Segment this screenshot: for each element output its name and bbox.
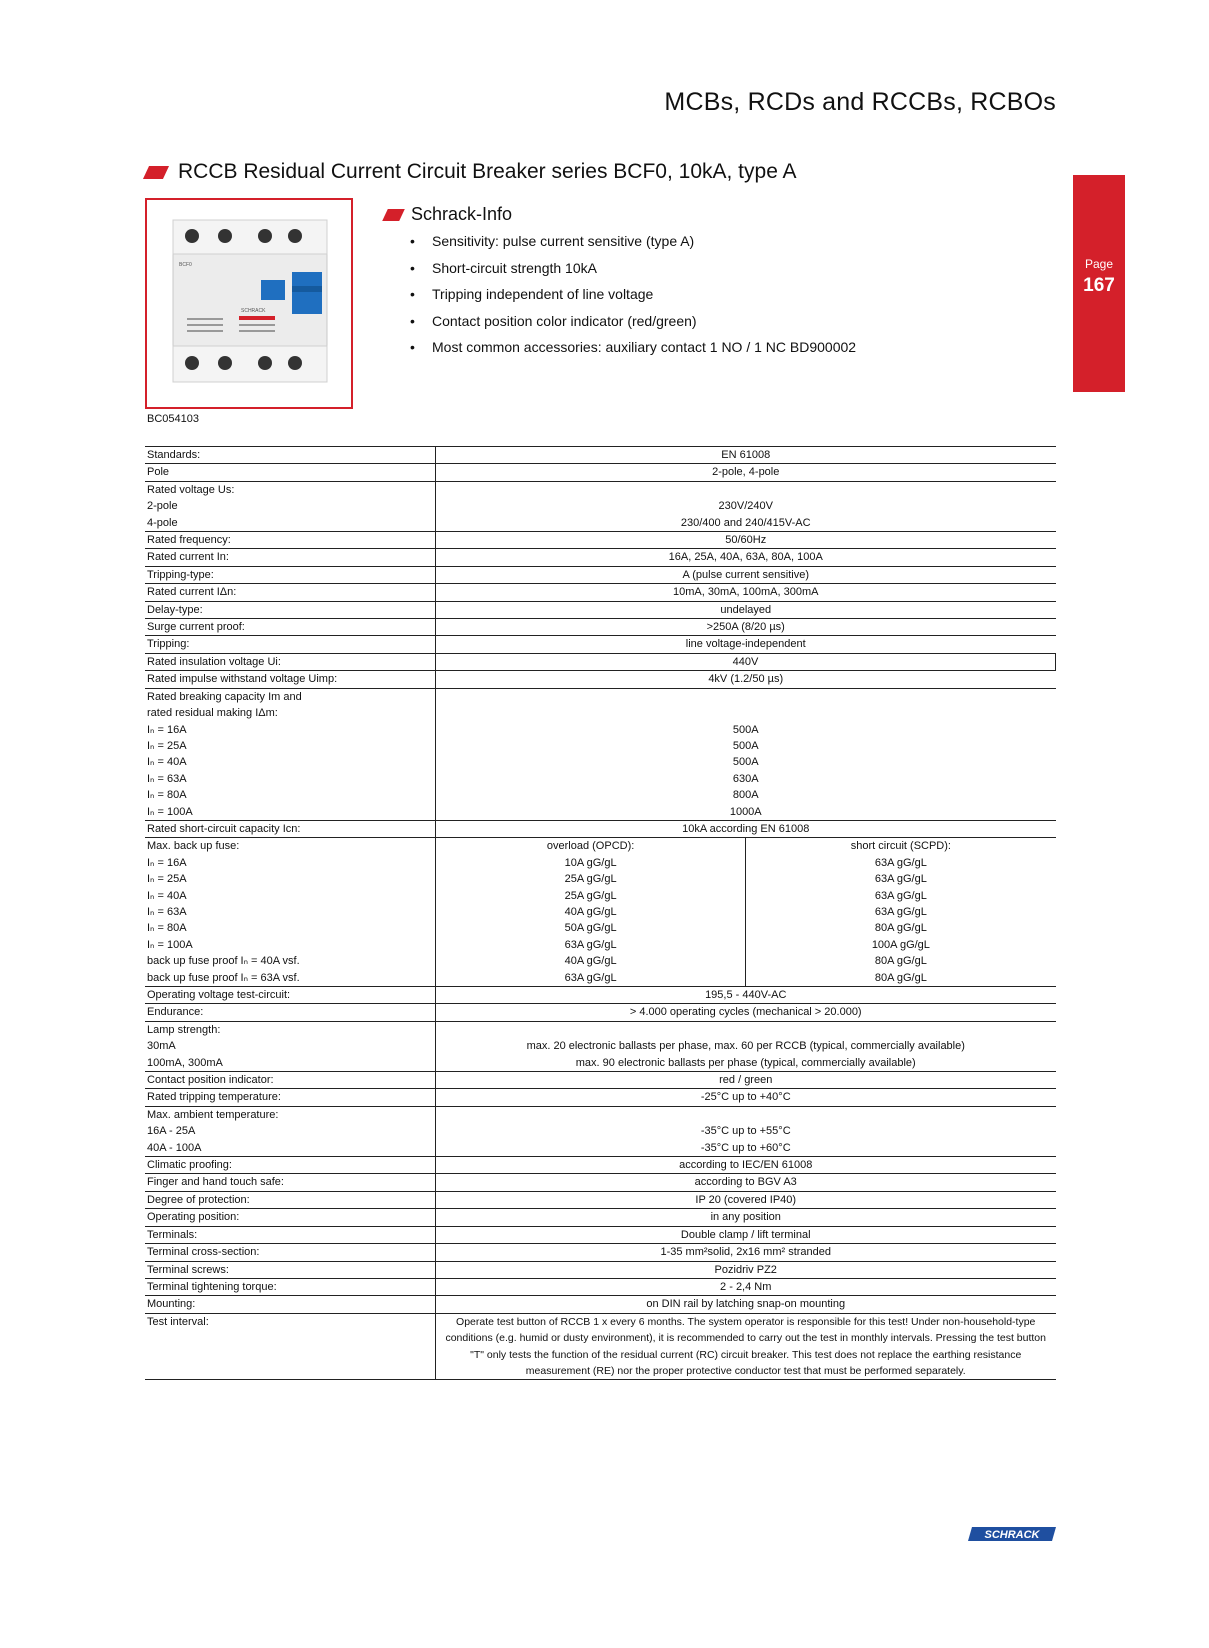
table-row — [145, 1106, 1056, 1156]
spec-label — [145, 549, 435, 566]
list-item: • Sensitivity: pulse current sensitive (type A) — [410, 232, 856, 259]
cell-line: according to IEC/EN 61008 — [679, 1159, 813, 1172]
cell-line: 100A gG/gL — [871, 938, 930, 951]
spec-value — [435, 653, 1055, 670]
spec-label: Test interval: — [145, 1313, 435, 1380]
cell-line: Climatic proofing: — [147, 1159, 232, 1172]
spec-value — [435, 532, 1055, 549]
cell-line: 10A gG/gL — [564, 856, 617, 869]
spec-label — [145, 566, 435, 583]
spec-label — [145, 1021, 435, 1071]
table-row — [145, 601, 1056, 618]
cell-line: Iₙ = 80A — [147, 789, 187, 802]
table-row — [145, 1072, 1056, 1089]
spec-value — [435, 671, 1055, 688]
table-row — [145, 820, 1056, 837]
cell-line: Delay-type: — [147, 603, 203, 616]
cell-line: 100mA, 300mA — [147, 1056, 223, 1069]
table-row — [145, 636, 1056, 653]
table-row — [145, 1191, 1056, 1208]
cell-line: 1000A — [729, 805, 762, 818]
spec-label — [145, 1191, 435, 1208]
spec-value — [435, 1106, 1055, 1156]
cell-line: Terminal cross-section: — [147, 1246, 260, 1259]
cell-line: 80A gG/gL — [874, 955, 927, 968]
list-item: • Most common accessories: auxiliary contact 1 NO / 1 NC BD900002 — [410, 338, 856, 365]
spec-label — [145, 671, 435, 688]
spec-value — [435, 1157, 1055, 1174]
cell-line: 80A gG/gL — [874, 922, 927, 935]
cell-line: Iₙ = 63A — [147, 772, 187, 785]
backup-scpd — [746, 838, 1056, 987]
cell-line: Standards: — [147, 449, 201, 461]
cell-line: 10mA, 30mA, 100mA, 300mA — [672, 586, 819, 599]
table-row — [145, 1261, 1056, 1278]
spec-label — [145, 1089, 435, 1106]
table-row — [145, 838, 1056, 987]
page-tab — [1073, 175, 1125, 392]
spec-value — [435, 1072, 1055, 1089]
table-row — [145, 566, 1056, 583]
table-row — [145, 1021, 1056, 1071]
cell-line: short circuit (SCPD): — [850, 840, 951, 853]
spec-value — [435, 1209, 1055, 1226]
cell-line: undelayed — [720, 603, 772, 616]
cell-line: 16A - 25A — [147, 1125, 196, 1138]
spec-label — [145, 1226, 435, 1243]
list-item: • Short-circuit strength 10kA — [410, 259, 856, 286]
table-row — [145, 549, 1056, 566]
device-model-label: BCF0 — [179, 262, 192, 268]
cell-line: 440V — [732, 655, 759, 668]
cell-line: 80A gG/gL — [874, 971, 927, 984]
cell-line: 50/60Hz — [725, 534, 767, 547]
cell-line: EN 61008 — [721, 449, 771, 461]
table-row — [145, 1244, 1056, 1261]
cell-line: Iₙ = 40A — [147, 889, 187, 902]
cell-line: Surge current proof: — [147, 621, 245, 634]
cell-line: >250A (8/20 µs) — [706, 621, 785, 634]
table-row — [145, 688, 1056, 820]
cell-line: Degree of protection: — [147, 1193, 250, 1206]
table-row — [145, 1296, 1056, 1313]
table-row — [145, 1313, 1056, 1380]
spec-label — [145, 601, 435, 618]
spec-value — [435, 1174, 1055, 1191]
cell-line: 500A — [732, 739, 759, 752]
spec-label — [145, 584, 435, 601]
cell-line: Mounting: — [147, 1298, 196, 1311]
cell-line: on DIN rail by latching snap-on mounting — [646, 1298, 846, 1311]
spec-label — [145, 820, 435, 837]
table-row — [145, 987, 1056, 1004]
spec-label — [145, 653, 435, 670]
cell-line: 63A gG/gL — [874, 873, 927, 886]
cell-line: 500A — [732, 756, 759, 769]
spec-label — [145, 447, 435, 464]
spec-value — [435, 464, 1055, 481]
cell-line: 4kV (1.2/50 µs) — [708, 673, 784, 686]
cell-line: 50A gG/gL — [564, 922, 617, 935]
cell-line: Rated current IΔn: — [147, 586, 237, 599]
cell-line: 1-35 mm²solid, 2x16 mm² stranded — [660, 1246, 832, 1259]
spec-label — [145, 481, 435, 531]
cell-line: 2-pole — [147, 500, 178, 513]
spec-label — [145, 987, 435, 1004]
cell-line: 500A — [732, 723, 759, 736]
table-row — [145, 1209, 1056, 1226]
cell-line: Rated tripping temperature: — [147, 1091, 281, 1104]
cell-line: Iₙ = 16A — [147, 856, 187, 869]
cell-line: Iₙ = 25A — [147, 873, 187, 886]
cell-line: 63A gG/gL — [874, 856, 927, 869]
page-number: 167 — [1083, 275, 1115, 296]
cell-line: -35°C up to +60°C — [700, 1141, 791, 1154]
spec-label — [145, 1072, 435, 1089]
cell-line — [438, 705, 1054, 721]
spec-value — [435, 1244, 1055, 1261]
cell-line: 40A - 100A — [147, 1141, 202, 1154]
cell-line: Terminals: — [147, 1228, 198, 1241]
cell-line: according to BGV A3 — [694, 1176, 797, 1189]
spec-label — [145, 1004, 435, 1021]
spec-label — [145, 1278, 435, 1295]
product-image-frame — [145, 198, 353, 409]
cell-line — [438, 1107, 1054, 1123]
spec-value — [435, 1261, 1055, 1278]
spec-label — [145, 532, 435, 549]
cell-line: max. 90 electronic ballasts per phase (typical, commercially available) — [575, 1056, 916, 1069]
cell-line — [438, 689, 1054, 705]
spec-label — [145, 1209, 435, 1226]
table-row — [145, 1226, 1056, 1243]
test-interval-text: Operate test button of RCCB 1 x every 6 months. The system operator is responsible for this test! Under non-household-type conditions (e.g. humid or dusty environment), it is recommended to carry out the test in monthly intervals. Pressing the test button "T" only tests the function of the residual current (RC) circuit breaker. This test does not replace the earthing resistance measurement (RE) nor the proper protective conductor test that must be performed separately. — [435, 1313, 1055, 1380]
cell-line: IP 20 (covered IP40) — [695, 1193, 797, 1206]
cell-line: back up fuse proof Iₙ = 63A vsf. — [147, 971, 300, 984]
spec-value — [435, 447, 1055, 464]
cell-line: line voltage-independent — [685, 638, 806, 651]
cell-line: 25A gG/gL — [564, 873, 617, 886]
spec-value — [435, 636, 1055, 653]
cell-line: -35°C up to +55°C — [700, 1125, 791, 1138]
spec-value — [435, 1278, 1055, 1295]
cell-line: 63A gG/gL — [564, 938, 617, 951]
cell-line: Iₙ = 25A — [147, 739, 187, 752]
cell-line: 40A gG/gL — [564, 905, 617, 918]
cell-line: 195,5 - 440V-AC — [705, 989, 787, 1001]
cell-line: Finger and hand touch safe: — [147, 1176, 284, 1189]
cell-line: max. 20 electronic ballasts per phase, max. 60 per RCCB (typical, commercially available) — [526, 1040, 965, 1053]
table-row — [145, 1004, 1056, 1021]
spec-value — [435, 549, 1055, 566]
cell-line: Iₙ = 100A — [147, 938, 193, 951]
header-title: MCBs, RCDs and RCCBs, RCBOs — [664, 88, 1056, 116]
table-row — [145, 532, 1056, 549]
cell-line: Operating voltage test-circuit: — [147, 989, 291, 1001]
table-row — [145, 671, 1056, 688]
cell-line: Rated impulse withstand voltage Uimp: — [147, 673, 338, 686]
cell-line: Rated breaking capacity Im and — [147, 690, 302, 703]
table-row — [145, 653, 1056, 670]
info-title — [385, 204, 512, 225]
cell-line: Terminal screws: — [147, 1263, 229, 1276]
cell-line: Iₙ = 80A — [147, 922, 187, 935]
cell-line: 40A gG/gL — [564, 955, 617, 968]
spec-value — [435, 1226, 1055, 1243]
cell-line — [438, 1022, 1054, 1038]
spec-value — [435, 820, 1055, 837]
cell-line: Tripping-type: — [147, 568, 214, 581]
schrack-logo — [966, 1525, 1058, 1543]
spec-label — [145, 1157, 435, 1174]
spec-value — [435, 688, 1055, 820]
list-item: • Tripping independent of line voltage — [410, 285, 856, 312]
cell-line: 63A gG/gL — [564, 971, 617, 984]
table-row — [145, 464, 1056, 481]
page-tab-label: Page — [1084, 257, 1114, 271]
cell-line: back up fuse proof Iₙ = 40A vsf. — [147, 955, 300, 968]
cell-line: Pozidriv PZ2 — [714, 1263, 777, 1276]
cell-line: 230/400 and 240/415V-AC — [680, 516, 811, 529]
cell-line: Max. ambient temperature: — [147, 1108, 279, 1121]
spec-value — [435, 1089, 1055, 1106]
table-row — [145, 481, 1056, 531]
spec-label — [145, 838, 435, 987]
cell-line: 63A gG/gL — [874, 889, 927, 902]
cell-line: Terminal tightening torque: — [147, 1280, 277, 1293]
cell-line: Iₙ = 100A — [147, 805, 193, 818]
table-row — [145, 619, 1056, 636]
table-row — [145, 1157, 1056, 1174]
cell-line: Rated current In: — [147, 551, 229, 564]
cell-line: 63A gG/gL — [874, 905, 927, 918]
table-row — [145, 447, 1056, 464]
spec-value — [435, 1021, 1055, 1071]
cell-line: Iₙ = 16A — [147, 723, 187, 736]
spec-label — [145, 464, 435, 481]
spec-label — [145, 688, 435, 820]
product-code: BC054103 — [147, 413, 199, 425]
backup-opcd — [435, 838, 745, 987]
rccb-device-image — [147, 200, 351, 407]
spec-label — [145, 1296, 435, 1313]
spec-value — [435, 601, 1055, 618]
spec-value — [435, 1191, 1055, 1208]
red-marker-icon — [143, 166, 169, 179]
table-row — [145, 1278, 1056, 1295]
cell-line: Double clamp / lift terminal — [680, 1228, 811, 1241]
spec-label — [145, 619, 435, 636]
section-title — [146, 160, 797, 184]
cell-line: -25°C up to +40°C — [700, 1091, 791, 1104]
cell-line: in any position — [710, 1211, 781, 1224]
spec-value — [435, 1004, 1055, 1021]
cell-line: Contact position indicator: — [147, 1074, 274, 1087]
spec-table — [145, 446, 1056, 1380]
cell-line: 2-pole, 4-pole — [712, 466, 780, 479]
table-row — [145, 584, 1056, 601]
cell-line: 4-pole — [147, 516, 178, 529]
cell-line: 30mA — [147, 1040, 176, 1053]
device-brand-label: SCHRACK — [241, 308, 266, 314]
cell-line: 630A — [732, 772, 759, 785]
cell-line — [438, 482, 1054, 498]
spec-value — [435, 481, 1055, 531]
cell-line: Pole — [147, 466, 170, 479]
cell-line: rated residual making IΔm: — [147, 707, 278, 720]
cell-line: 10kA according EN 61008 — [682, 822, 810, 835]
info-title-text: Schrack-Info — [411, 204, 513, 224]
cell-line: Rated short-circuit capacity Icn: — [147, 822, 301, 835]
cell-line: red / green — [719, 1074, 773, 1087]
cell-line: overload (OPCD): — [546, 840, 635, 853]
cell-line: 230V/240V — [718, 500, 773, 513]
cell-line: > 4.000 operating cycles (mechanical > 20.000) — [629, 1006, 862, 1019]
cell-line: Iₙ = 40A — [147, 756, 187, 769]
cell-line: Rated frequency: — [147, 534, 231, 547]
spec-label — [145, 1106, 435, 1156]
cell-line: Lamp strength: — [147, 1023, 221, 1036]
spec-value — [435, 584, 1055, 601]
section-title-text: RCCB Residual Current Circuit Breaker series BCF0, 10kA, type A — [178, 160, 797, 183]
cell-line: A (pulse current sensitive) — [682, 568, 810, 581]
spec-value — [435, 1296, 1055, 1313]
spec-label — [145, 636, 435, 653]
table-row — [145, 1174, 1056, 1191]
list-item: • Contact position color indicator (red/green) — [410, 312, 856, 339]
spec-label — [145, 1174, 435, 1191]
cell-line: Max. back up fuse: — [147, 840, 240, 853]
cell-line: Rated voltage Us: — [147, 483, 235, 496]
spec-value — [435, 566, 1055, 583]
cell-line: 800A — [732, 789, 759, 802]
cell-line: Operating position: — [147, 1211, 240, 1224]
schrack-logo-text: SCHRACK — [984, 1529, 1040, 1541]
info-list — [410, 232, 856, 365]
cell-line: 2 - 2,4 Nm — [720, 1280, 772, 1293]
red-marker-icon — [382, 209, 405, 221]
cell-line: Tripping: — [147, 638, 190, 651]
cell-line: 16A, 25A, 40A, 63A, 80A, 100A — [668, 551, 823, 564]
cell-line: Iₙ = 63A — [147, 905, 187, 918]
spec-label — [145, 1261, 435, 1278]
spec-value — [435, 987, 1055, 1004]
spec-value — [435, 619, 1055, 636]
cell-line: Rated insulation voltage Ui: — [147, 655, 281, 668]
spec-label — [145, 1244, 435, 1261]
table-row — [145, 1089, 1056, 1106]
cell-line: 25A gG/gL — [564, 889, 617, 902]
cell-line: Endurance: — [147, 1006, 204, 1019]
